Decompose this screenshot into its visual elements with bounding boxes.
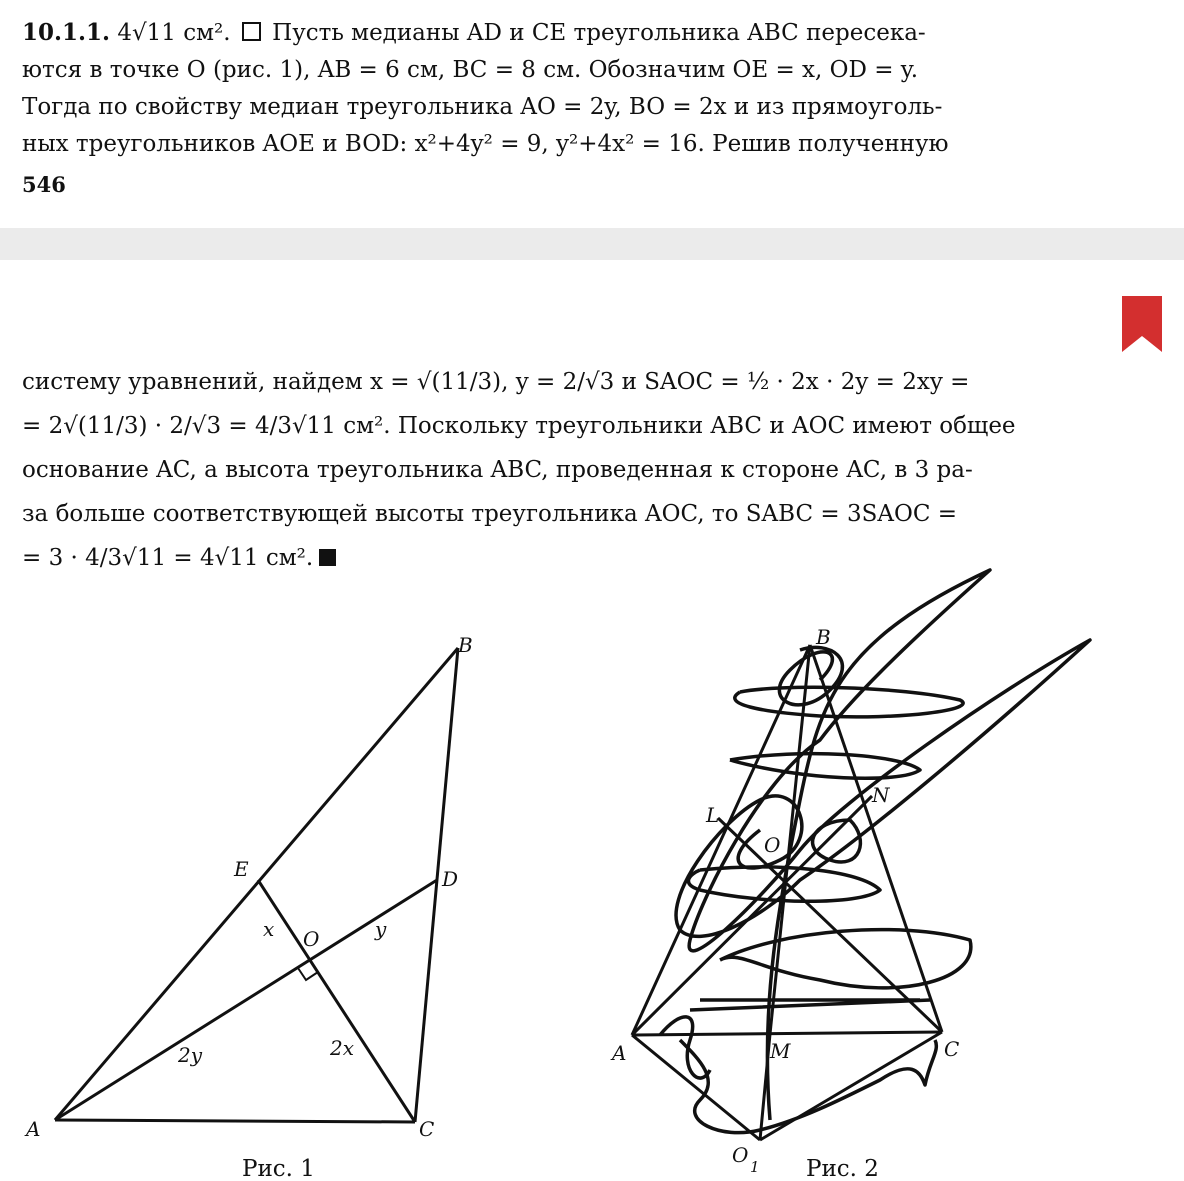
problem-number: 10.1.1.: [22, 19, 111, 46]
figure-1-caption: Рис. 1: [242, 1156, 315, 1181]
label-2x: 2x: [330, 1036, 355, 1060]
label-L: L: [706, 803, 720, 827]
label-C: C: [419, 1117, 435, 1141]
label-x: x: [263, 917, 275, 941]
label-M: M: [770, 1039, 791, 1063]
label-O: O: [764, 833, 781, 857]
label-y: y: [375, 917, 387, 941]
text-line: Тогда по свойству медиан треугольника AO = 2y, BO = 2x и из прямоуголь-: [22, 94, 943, 120]
text-line: Пусть медианы AD и CE треугольника ABC пересека-: [272, 20, 926, 46]
label-A: A: [612, 1041, 627, 1065]
text-line: систему уравнений, найдем x = √(11/3), y = 2/√3 и SAOC = ½ · 2x · 2y = 2xy =: [22, 369, 970, 395]
label-N: N: [872, 783, 890, 807]
side-AB: [632, 645, 810, 1035]
label-A: A: [26, 1117, 41, 1141]
label-D: D: [442, 867, 459, 891]
label-O1: O: [732, 1143, 749, 1167]
side-AC: [632, 1032, 942, 1035]
text-line: за больше соответствующей высоты треугольника AOC, то SABC = 3SAOC =: [22, 501, 958, 527]
label-O1-subscript: 1: [750, 1158, 760, 1176]
label-O: O: [303, 927, 320, 951]
problem-answer: 4√11 см².: [117, 20, 231, 46]
segment-AO1: [632, 1035, 760, 1140]
text-line: ются в точке O (рис. 1), AB = 6 см, BC = 8 см. Обозначим OE = x, OD = y.: [22, 57, 919, 83]
label-C: C: [944, 1037, 960, 1061]
text-line: основание AC, а высота треугольника ABC, проведенная к стороне AC, в 3 ра-: [22, 457, 973, 483]
label-B: B: [458, 633, 473, 657]
text-line-end: = 3 · 4/3√11 = 4√11 см².: [22, 545, 314, 571]
figure-2-caption: Рис. 2: [806, 1156, 879, 1181]
label-2y: 2y: [178, 1043, 203, 1067]
label-B: B: [816, 625, 831, 649]
scribble-overlay: [660, 570, 1090, 1133]
label-E: E: [234, 857, 249, 881]
text-line: ных треугольников AOE и BOD: x²+4y² = 9, y²+4x² = 16. Решив полученную: [22, 131, 949, 157]
page-number: 546: [22, 172, 66, 197]
text-line: = 2√(11/3) · 2/√3 = 4/3√11 см². Поскольку треугольники ABC и AOC имеют общее: [22, 413, 1016, 439]
